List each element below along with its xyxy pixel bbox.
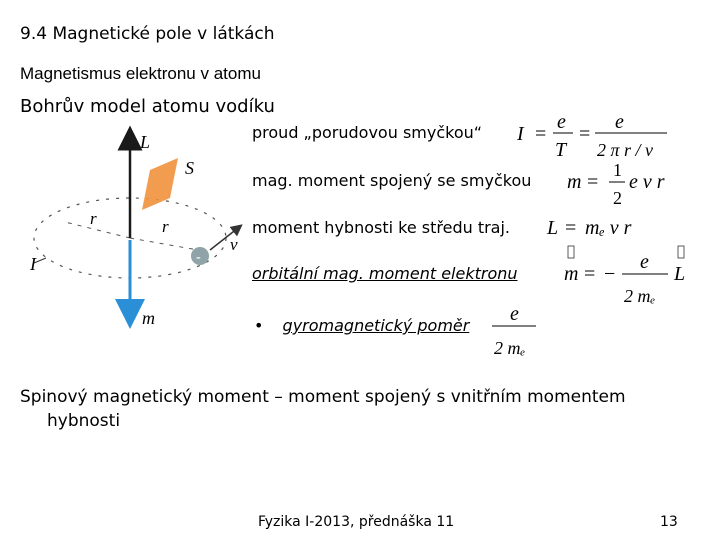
radius-line-left bbox=[65, 222, 130, 238]
svg-text:=: = bbox=[587, 171, 599, 193]
page-number: 13 bbox=[660, 514, 678, 530]
formula-ang-momentum bbox=[545, 212, 645, 244]
slide-subtitle: Magnetismus elektronu v atomu bbox=[20, 64, 261, 83]
label-r-right: r bbox=[162, 217, 169, 236]
label-m: m bbox=[142, 308, 155, 328]
svg-text:m: m bbox=[567, 171, 582, 193]
bullet-gyromagnetic bbox=[254, 316, 469, 335]
formula-current bbox=[515, 108, 675, 160]
formula-mag-moment bbox=[565, 158, 675, 210]
svg-text:=: = bbox=[584, 263, 596, 285]
label-v: v bbox=[230, 235, 238, 254]
electron-sign: - bbox=[196, 250, 201, 265]
svg-text:e: e bbox=[615, 111, 624, 133]
footer-text: Fyzika I-2013, přednáška 11 bbox=[258, 514, 455, 530]
svg-text:L: L bbox=[547, 217, 559, 239]
svg-text:e: e bbox=[557, 111, 566, 133]
svg-text:mₑ v r: mₑ v r bbox=[585, 217, 632, 239]
svg-text:m: m bbox=[564, 263, 579, 285]
item-orbital-moment: orbitální mag. moment elektronu bbox=[252, 264, 518, 283]
item-current: proud „porudovou smyčkou“ bbox=[252, 123, 483, 142]
radius-line-right bbox=[130, 238, 198, 250]
label-I: I bbox=[30, 254, 36, 274]
label-S: S bbox=[185, 158, 194, 178]
svg-text:2 π r / v: 2 π r / v bbox=[597, 140, 654, 160]
spin-paragraph bbox=[20, 385, 700, 433]
bohr-orbit-diagram bbox=[20, 118, 260, 338]
svg-text:2 mₑ: 2 mₑ bbox=[494, 338, 526, 358]
spin-line-2: hybnosti bbox=[47, 411, 121, 431]
svg-text:e: e bbox=[640, 251, 649, 273]
svg-text:e v r: e v r bbox=[629, 171, 665, 193]
gyromagnetic-label: gyromagnetický poměr bbox=[282, 316, 470, 335]
label-r-left: r bbox=[90, 209, 97, 228]
bullet-glyph: • bbox=[254, 316, 264, 335]
svg-text:−: − bbox=[604, 263, 616, 285]
svg-text:=: = bbox=[579, 123, 591, 145]
bohr-model-heading: Bohrův model atomu vodíku bbox=[20, 96, 275, 117]
formula-gyromagnetic bbox=[490, 300, 550, 360]
svg-text:L: L bbox=[674, 263, 686, 285]
loop-area-plane bbox=[142, 158, 178, 210]
svg-text:e: e bbox=[510, 303, 519, 325]
spin-line-1: Spinový magnetický moment – moment spojený s vnitřním momentem bbox=[20, 387, 626, 407]
svg-text:1: 1 bbox=[613, 160, 622, 180]
slide-header: 9.4 Magnetické pole v látkách bbox=[20, 24, 275, 44]
svg-text:=: = bbox=[565, 217, 577, 239]
svg-text:2 mₑ: 2 mₑ bbox=[624, 286, 656, 306]
svg-text:2: 2 bbox=[613, 188, 622, 208]
svg-text:I: I bbox=[517, 123, 524, 145]
label-L: L bbox=[140, 132, 151, 152]
item-mag-moment: mag. moment spojený se smyčkou bbox=[252, 171, 532, 190]
item-ang-momentum: moment hybnosti ke středu traj. bbox=[252, 218, 511, 237]
svg-text:T: T bbox=[555, 139, 567, 160]
svg-text:=: = bbox=[535, 123, 547, 145]
formula-orbital bbox=[560, 244, 695, 310]
